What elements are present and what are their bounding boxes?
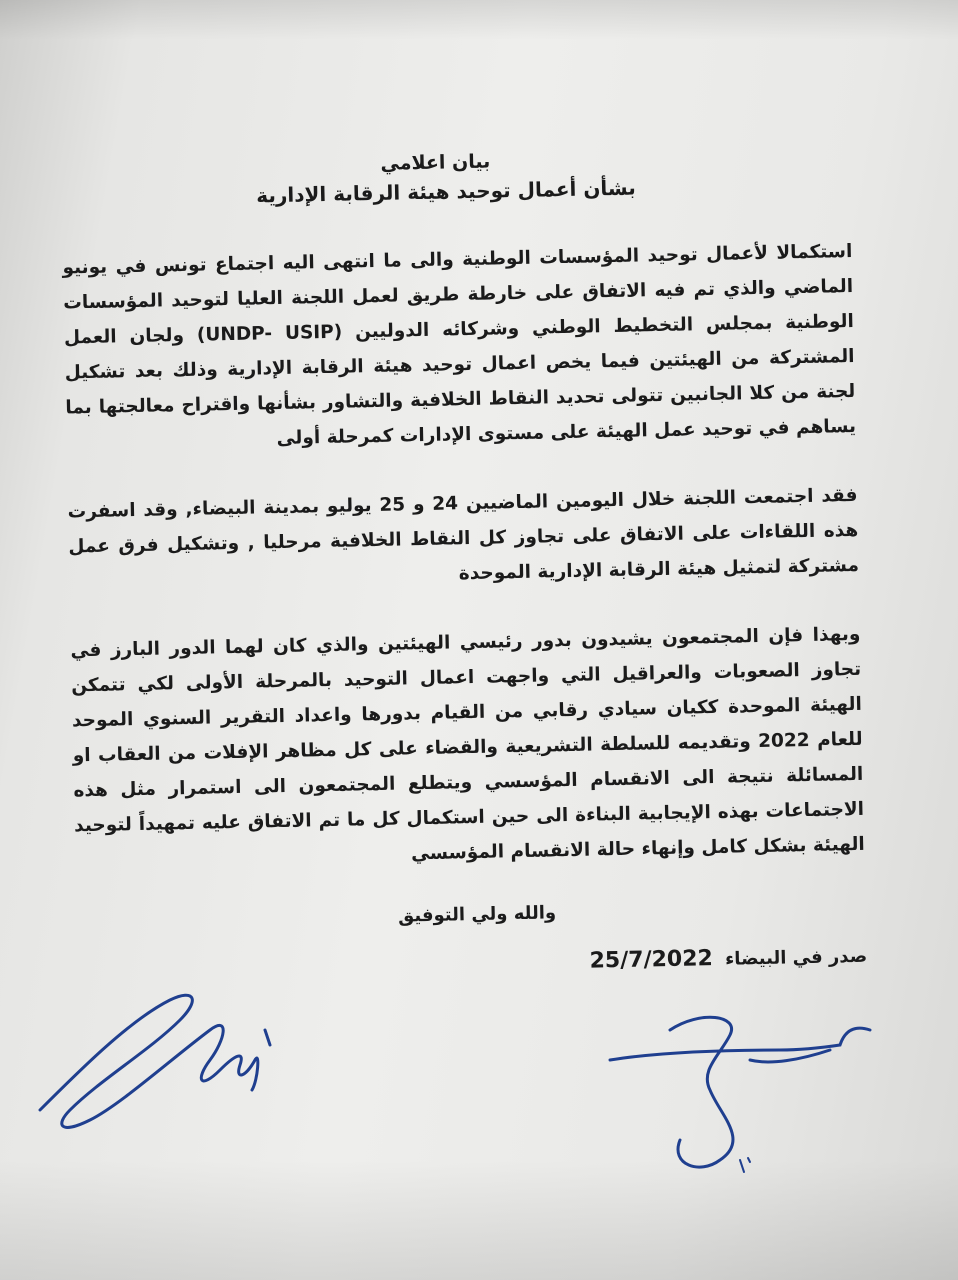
paragraph-3: وبهذا فإن المجتمعون يشيدون بدور رئيسي الهيئتين والذي كان لهما الدور البارز في تجاوز الصعوبات والعراقيل التي واجهت اعمال التوحيد بالمرحلة الأولى لكي تتمكن الهيئة الموحدة ككيان سيادي رقابي من القيام بدورها واعداد التقرير السنوي الموحد للعام 2022 وتقديمه للسلطة التشريعية والقضاء على كل مظاهر الإفلات من العقاب او المسائلة نتيجة الى الانقسام المؤسسي ويتطلع المجتمعون الى استمرار مثل هذه الاجتماعات بهذه الإيجابية البناءة الى حين استكمال كل ما تم الاتفاق عليه تمهيداً لتوحيد الهيئة بشكل كامل وإنهاء حالة الانقسام المؤسسي xyxy=(70,623,865,865)
issued-date: 25/7/2022 xyxy=(589,946,714,974)
ink-mark xyxy=(730,1150,760,1180)
paragraph-2: فقد اجتمعت اللجنة خلال اليومين الماضيين 24 و 25 يوليو بمدينة البيضاء, وقد اسفرت هذه اللقاءات على الاتفاق على تجاوز كل النقاط الخلافية مرحليا , وتشكيل فرق عمل مشتركة لتمثيل هيئة الرقابة الإدارية الموحدة xyxy=(67,484,860,585)
document-body xyxy=(60,140,867,984)
issued-label: صدر في البيضاء xyxy=(724,945,868,970)
paragraph-1: استكمالا لأعمال توحيد المؤسسات الوطنية والى ما انتهى اليه اجتماع تونس في يونيو الماضي والذي تم فيه الاتفاق على خارطة طريق لعمل اللجنة العليا لتوحيد المؤسسات الوطنية بمجلس التخطيط الوطني وشركائه الدوليين (UNDP- USIP) ولجان العمل المشتركة من الهيئتين فيما يخص اعمال توحيد هيئة الرقابة الإدارية وذلك بعد تشكيل لجنة من كلا الجانبين تتولى تحديد النقاط الخلافية والتشاور بشأنها واقتراح معالجتها بما يساهم في توحيد عمل الهيئة على مستوى الإدارات كمرحلة أولى xyxy=(62,240,857,450)
document-subtitle: بشأن أعمال توحيد هيئة الرقابة الإدارية xyxy=(255,175,637,208)
paper-shadow-top xyxy=(0,0,958,40)
closing-line: والله ولي التوفيق xyxy=(397,902,557,927)
signature-left xyxy=(20,960,300,1160)
document-title: بيان اعلامي xyxy=(380,150,491,175)
